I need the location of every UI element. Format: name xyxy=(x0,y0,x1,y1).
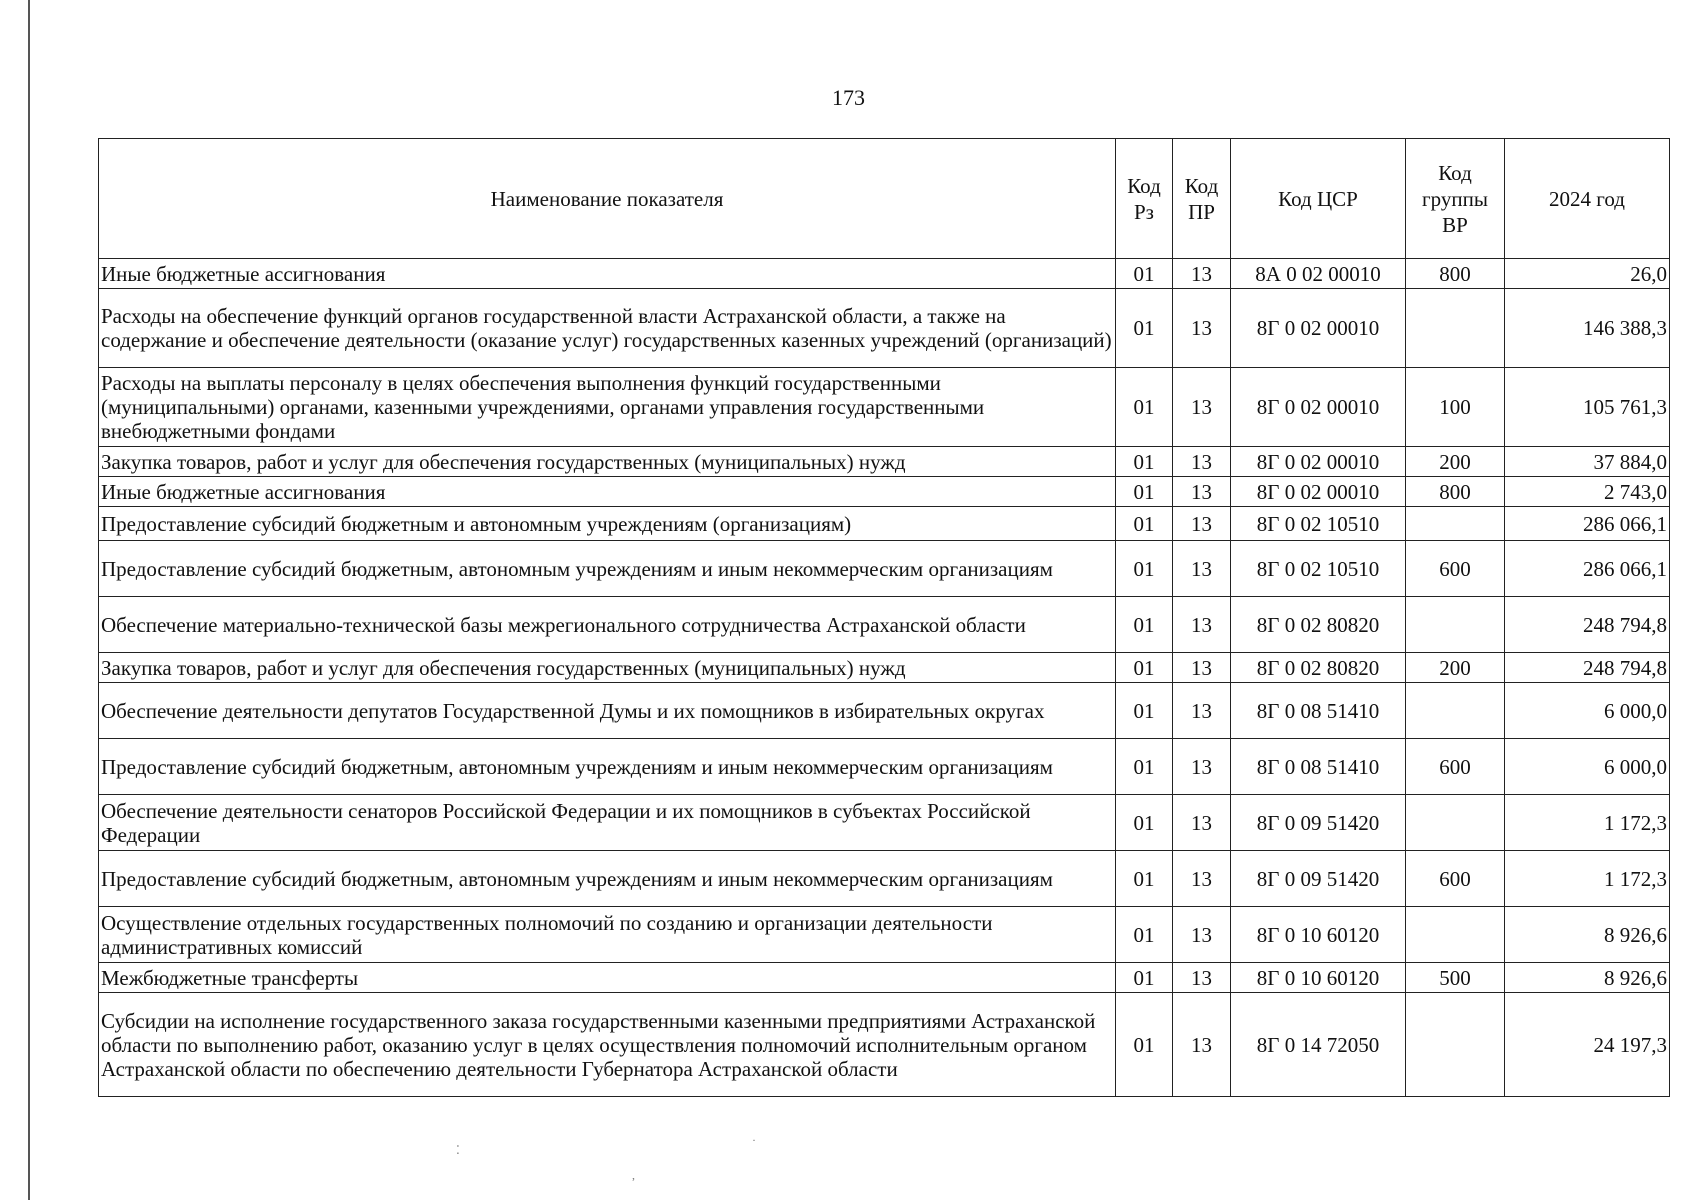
row-pr: 13 xyxy=(1173,597,1231,653)
row-rz: 01 xyxy=(1116,259,1173,289)
row-csr: 8Г 0 08 51410 xyxy=(1231,683,1406,739)
row-rz: 01 xyxy=(1116,907,1173,963)
row-name: Иные бюджетные ассигнования xyxy=(99,477,1116,507)
row-name: Предоставление субсидий бюджетным и автономным учреждениям (организациям) xyxy=(99,507,1116,541)
row-name: Обеспечение материально-технической базы межрегионального сотрудничества Астраханской области xyxy=(99,597,1116,653)
row-vr xyxy=(1406,795,1505,851)
row-name: Предоставление субсидий бюджетным, автономным учреждениям и иным некоммерческим организациям xyxy=(99,739,1116,795)
row-amount: 1 172,3 xyxy=(1505,851,1670,907)
row-pr: 13 xyxy=(1173,259,1231,289)
row-pr: 13 xyxy=(1173,795,1231,851)
row-pr: 13 xyxy=(1173,368,1231,447)
row-rz: 01 xyxy=(1116,795,1173,851)
row-csr: 8Г 0 10 60120 xyxy=(1231,963,1406,993)
row-rz: 01 xyxy=(1116,851,1173,907)
row-rz: 01 xyxy=(1116,447,1173,477)
row-name: Закупка товаров, работ и услуг для обеспечения государственных (муниципальных) нужд xyxy=(99,653,1116,683)
row-amount: 286 066,1 xyxy=(1505,541,1670,597)
table-row xyxy=(99,541,1670,597)
row-name: Предоставление субсидий бюджетным, автономным учреждениям и иным некоммерческим организациям xyxy=(99,851,1116,907)
row-pr: 13 xyxy=(1173,477,1231,507)
row-name: Закупка товаров, работ и услуг для обеспечения государственных (муниципальных) нужд xyxy=(99,447,1116,477)
row-pr: 13 xyxy=(1173,739,1231,795)
row-vr xyxy=(1406,993,1505,1097)
row-csr: 8Г 0 08 51410 xyxy=(1231,739,1406,795)
row-vr xyxy=(1406,597,1505,653)
row-csr: 8Г 0 09 51420 xyxy=(1231,851,1406,907)
row-name: Обеспечение деятельности депутатов Государственной Думы и их помощников в избирательных округах xyxy=(99,683,1116,739)
table-row xyxy=(99,739,1670,795)
row-rz: 01 xyxy=(1116,963,1173,993)
row-rz: 01 xyxy=(1116,477,1173,507)
row-pr: 13 xyxy=(1173,683,1231,739)
row-vr xyxy=(1406,507,1505,541)
scan-speck: , xyxy=(632,1168,635,1182)
row-name: Межбюджетные трансферты xyxy=(99,963,1116,993)
row-name: Субсидии на исполнение государственного заказа государственными казенными предприятиями Астраханской области по выполнению работ, оказанию услуг в целях осуществления полномочий исполнительным органом Астраханской области по обеспечению деятельности Губернатора Астраханской области xyxy=(99,993,1116,1097)
row-amount: 1 172,3 xyxy=(1505,795,1670,851)
row-rz: 01 xyxy=(1116,739,1173,795)
row-pr: 13 xyxy=(1173,653,1231,683)
table-row xyxy=(99,259,1670,289)
row-rz: 01 xyxy=(1116,368,1173,447)
row-name: Осуществление отдельных государственных полномочий по созданию и организации деятельности административных комиссий xyxy=(99,907,1116,963)
table-row xyxy=(99,597,1670,653)
row-amount: 6 000,0 xyxy=(1505,739,1670,795)
table-row xyxy=(99,907,1670,963)
row-rz: 01 xyxy=(1116,993,1173,1097)
row-name: Расходы на обеспечение функций органов государственной власти Астраханской области, а также на содержание и обеспечение деятельности (оказание услуг) государственных казенных учреждений (организаций) xyxy=(99,289,1116,368)
row-vr xyxy=(1406,907,1505,963)
row-vr: 200 xyxy=(1406,653,1505,683)
row-rz: 01 xyxy=(1116,507,1173,541)
header-name: Наименование показателя xyxy=(99,139,1116,259)
row-vr: 800 xyxy=(1406,477,1505,507)
row-amount: 146 388,3 xyxy=(1505,289,1670,368)
row-amount: 286 066,1 xyxy=(1505,507,1670,541)
row-amount: 26,0 xyxy=(1505,259,1670,289)
row-pr: 13 xyxy=(1173,541,1231,597)
row-amount: 37 884,0 xyxy=(1505,447,1670,477)
page-number: 173 xyxy=(832,85,865,110)
row-csr: 8Г 0 14 72050 xyxy=(1231,993,1406,1097)
row-amount: 6 000,0 xyxy=(1505,683,1670,739)
row-pr: 13 xyxy=(1173,907,1231,963)
header-csr: Код ЦСР xyxy=(1231,139,1406,259)
row-pr: 13 xyxy=(1173,851,1231,907)
table-header-row xyxy=(99,139,1670,259)
table-row xyxy=(99,683,1670,739)
row-name: Иные бюджетные ассигнования xyxy=(99,259,1116,289)
row-csr: 8Г 0 02 00010 xyxy=(1231,368,1406,447)
table-row xyxy=(99,289,1670,368)
table-row xyxy=(99,477,1670,507)
table-row xyxy=(99,368,1670,447)
row-rz: 01 xyxy=(1116,541,1173,597)
row-rz: 01 xyxy=(1116,653,1173,683)
row-amount: 105 761,3 xyxy=(1505,368,1670,447)
row-vr: 500 xyxy=(1406,963,1505,993)
row-vr: 800 xyxy=(1406,259,1505,289)
scan-speck: ⁚ xyxy=(456,1143,460,1157)
row-pr: 13 xyxy=(1173,507,1231,541)
row-csr: 8Г 0 02 00010 xyxy=(1231,289,1406,368)
budget-table xyxy=(98,138,1670,1097)
row-csr: 8А 0 02 00010 xyxy=(1231,259,1406,289)
row-vr: 200 xyxy=(1406,447,1505,477)
row-name: Предоставление субсидий бюджетным, автономным учреждениям и иным некоммерческим организациям xyxy=(99,541,1116,597)
scan-speck: · xyxy=(752,1133,756,1147)
row-amount: 248 794,8 xyxy=(1505,597,1670,653)
row-name: Обеспечение деятельности сенаторов Российской Федерации и их помощников в субъектах Российской Федерации xyxy=(99,795,1116,851)
row-vr xyxy=(1406,289,1505,368)
row-vr: 100 xyxy=(1406,368,1505,447)
row-amount: 8 926,6 xyxy=(1505,907,1670,963)
row-vr xyxy=(1406,683,1505,739)
row-csr: 8Г 0 02 80820 xyxy=(1231,653,1406,683)
row-pr: 13 xyxy=(1173,447,1231,477)
row-csr: 8Г 0 10 60120 xyxy=(1231,907,1406,963)
row-pr: 13 xyxy=(1173,993,1231,1097)
row-rz: 01 xyxy=(1116,289,1173,368)
row-rz: 01 xyxy=(1116,683,1173,739)
table-row xyxy=(99,851,1670,907)
row-amount: 8 926,6 xyxy=(1505,963,1670,993)
table-row xyxy=(99,963,1670,993)
row-pr: 13 xyxy=(1173,289,1231,368)
row-amount: 24 197,3 xyxy=(1505,993,1670,1097)
table-row xyxy=(99,653,1670,683)
table-row xyxy=(99,993,1670,1097)
row-csr: 8Г 0 02 10510 xyxy=(1231,507,1406,541)
row-pr: 13 xyxy=(1173,963,1231,993)
row-rz: 01 xyxy=(1116,597,1173,653)
header-pr: Код ПР xyxy=(1173,139,1231,259)
table-row xyxy=(99,507,1670,541)
row-vr: 600 xyxy=(1406,739,1505,795)
table-row xyxy=(99,447,1670,477)
row-amount: 248 794,8 xyxy=(1505,653,1670,683)
header-vr: Код группы ВР xyxy=(1406,139,1505,259)
table-row xyxy=(99,795,1670,851)
row-csr: 8Г 0 02 00010 xyxy=(1231,477,1406,507)
table-body xyxy=(99,259,1670,1097)
row-vr: 600 xyxy=(1406,851,1505,907)
row-amount: 2 743,0 xyxy=(1505,477,1670,507)
binding-margin-line xyxy=(28,0,30,1200)
row-csr: 8Г 0 09 51420 xyxy=(1231,795,1406,851)
row-csr: 8Г 0 02 00010 xyxy=(1231,447,1406,477)
row-name: Расходы на выплаты персоналу в целях обеспечения выполнения функций государственными (муниципальными) органами, казенными учреждениями, органами управления государственными внебюджетными фондами xyxy=(99,368,1116,447)
header-rz: Код Рз xyxy=(1116,139,1173,259)
row-vr: 600 xyxy=(1406,541,1505,597)
row-csr: 8Г 0 02 80820 xyxy=(1231,597,1406,653)
header-year: 2024 год xyxy=(1505,139,1670,259)
row-csr: 8Г 0 02 10510 xyxy=(1231,541,1406,597)
